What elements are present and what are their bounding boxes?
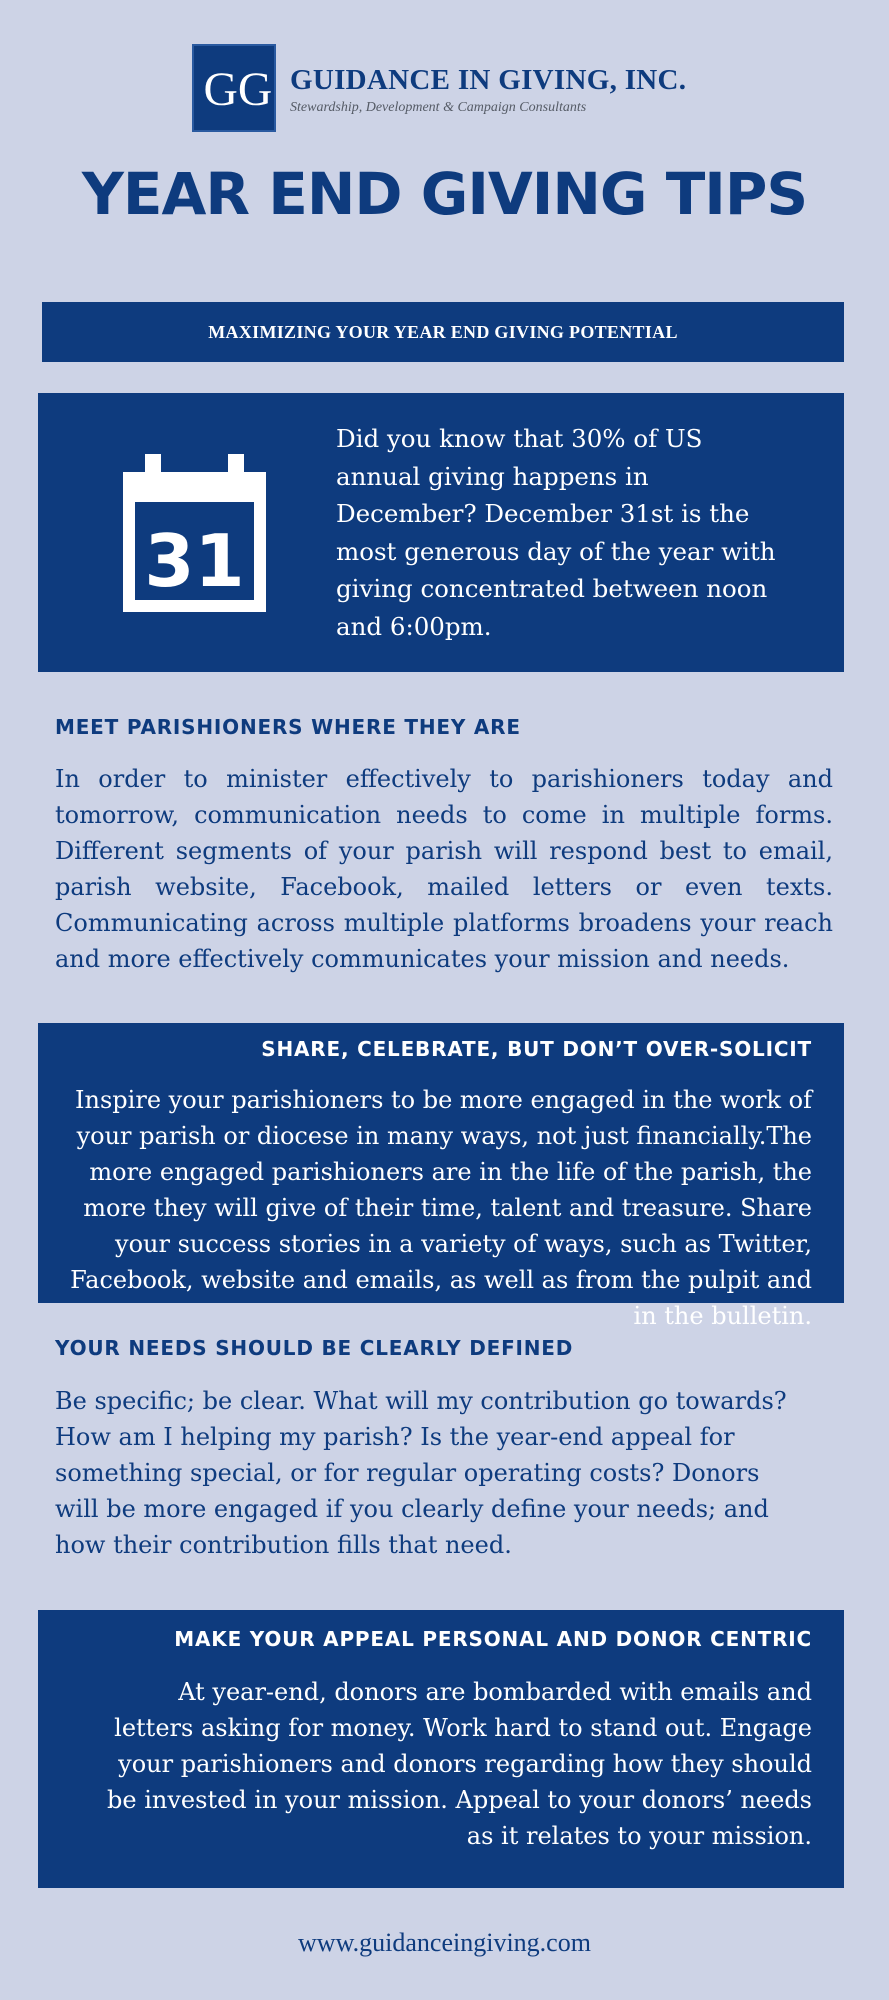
- section-heading-personal-appeal: MAKE YOUR APPEAL PERSONAL AND DONOR CENTRIC: [174, 1627, 812, 1651]
- logo-letters: GG: [203, 64, 273, 117]
- section-body-personal-appeal: At year-end, donors are bombarded with emails and letters asking for money. Work hard to stand out. Engage your parishioners and donors regarding how they should be invested in your mission. Appeal to your donors’ needs as it relates to your mission.: [107, 1678, 812, 1850]
- section-heading-meet-parishioners: MEET PARISHIONERS WHERE THEY ARE: [55, 715, 521, 739]
- gg-monogram-icon: [194, 46, 274, 130]
- stat-text: Did you know that 30% of US annual giving happens in December? December 31st is the most generous day of the year with giving concentrated between noon and 6:00pm.: [336, 424, 776, 641]
- company-tagline: Stewardship, Development & Campaign Consultants: [290, 100, 587, 115]
- section-body-share-celebrate: Inspire your parishioners to be more engaged in the work of your parish or diocese in many ways, not just financially.The more engaged parishioners are in the life of the parish, the more they will give of their time, talent and treasure. Share your success stories in a variety of ways, such as Twitter, Facebook, website and emails, as well as from the pulpit and in the bulletin.: [70, 1086, 812, 1330]
- section-panel-share-celebrate: [38, 1023, 844, 1330]
- footer-website-link[interactable]: www.guidanceingiving.com: [298, 1928, 591, 1957]
- section-heading-share-celebrate: SHARE, CELEBRATE, BUT DON’T OVER-SOLICIT: [261, 1037, 812, 1061]
- section-body-meet-parishioners: In order to minister effectively to parishioners today and tomorrow, communication needs to come in multiple forms. Different segments of your parish will respond best to email, parish website, Facebook, mailed letters or even texts. Communicating across multiple platforms broadens your reach and more effectively communicates your mission and needs.: [55, 765, 833, 973]
- calendar-icon: [123, 454, 266, 612]
- company-name: GUIDANCE IN GIVING, INC.: [290, 64, 687, 96]
- section-body-needs-defined: Be specific; be clear. What will my contribution go towards? How am I helping my parish? Is the year-end appeal for something special, or for regular operating costs? Donors will be more engaged if you clearly define your needs; and how their contribution fills that need.: [55, 1387, 787, 1559]
- logo-mark: [192, 44, 276, 132]
- section-heading-needs-defined: YOUR NEEDS SHOULD BE CLEARLY DEFINED: [55, 1336, 574, 1360]
- calendar-day: 31: [144, 519, 245, 603]
- section-panel-personal-appeal: [38, 1610, 844, 1888]
- subtitle-banner: MAXIMIZING YOUR YEAR END GIVING POTENTIAL: [42, 302, 844, 362]
- page-title: YEAR END GIVING TIPS: [81, 160, 808, 228]
